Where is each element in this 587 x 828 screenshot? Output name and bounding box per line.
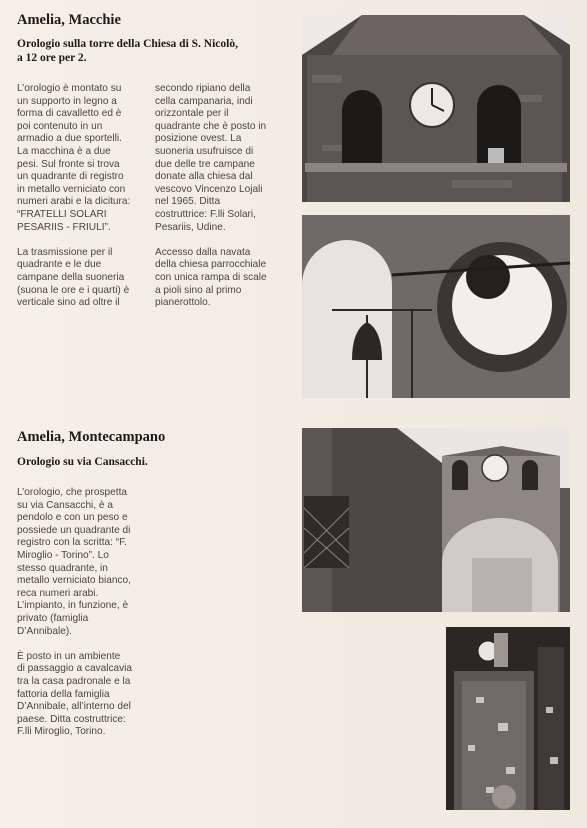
section2-column1: L’orologio, che prospetta su via Cansacchi, è a pendolo e con un peso e possiede un quadrante di registro con la scritta: “F. Miroglio - Torino”. Lo stesso quadrante, in metallo verniciato bianco, reca numeri arabi. L’impianto, in funzione, è privato (famiglia D’Annibale). È posto in un ambiente di passaggio a cavalcavia tra la casa padronale e la fattoria della famiglia D’Annibale, all’interno del paese. Ditta costruttrice: F.lli Miroglio, Torino. <box>17 487 133 738</box>
street-arch-photo <box>302 428 570 612</box>
tower-clock-photo <box>302 15 570 202</box>
bell-interior-photo <box>302 215 570 398</box>
section1-title: Amelia, Macchie <box>17 12 121 28</box>
section1-subtitle: Orologio sulla torre della Chiesa di S. Nicolò, a 12 ore per 2. <box>17 38 238 64</box>
section1-column1: L’orologio è montato su un supporto in legno a forma di cavalletto ed è poi contenuto in un armadio a due sportelli. La macchina è a due pesi. Sul fronte si trova un quadrante di registro in metallo verniciato con numeri arabi e la dicitura: “FRATELLI SOLARI PESARIIS - FRIULI”. La trasmissione per il quadrante e le due campane della suoneria (suona le ore e i quarti) è verticale sino ad oltre il <box>17 83 131 309</box>
clock-cabinet-photo <box>446 627 570 810</box>
section2-subtitle: Orologio su via Cansacchi. <box>17 456 148 468</box>
section1-column2: secondo ripiano della cella campanaria, indi orizzontale per il quadrante che è posto in posizione ovest. La suoneria usufruisce di due delle tre campane donate alla chiesa dal vescovo Vincenzo Lojali nel 1965. Ditta costruttrice: F.lli Solari, Pesariis, Udine. Accesso dalla navata della chiesa parrocchiale con unica rampa di scale a pioli sino al primo pianerottolo. <box>155 83 267 309</box>
section2-title: Amelia, Montecampano <box>17 429 166 445</box>
